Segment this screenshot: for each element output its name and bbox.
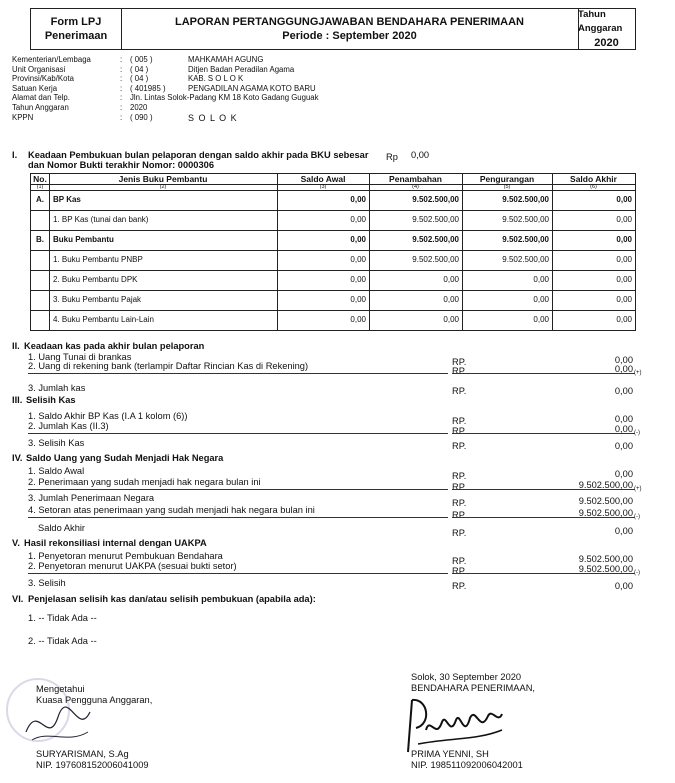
table-row-tambah: 9.502.500,00	[412, 255, 459, 264]
info-colon: :	[120, 112, 123, 122]
table-row-awal: 0,00	[350, 295, 366, 304]
s2-item-text: 2. Uang di rekening bank (terlampir Daftar Rincian Kas di Rekening)	[28, 361, 309, 371]
s5-item-amount: 9.502.500,00	[578, 564, 633, 574]
sig-left-line2: Kuasa Pengguna Anggaran,	[36, 695, 153, 705]
s4-item-text: 1. Saldo Awal	[28, 466, 85, 476]
s5-item-text: 2. Penyetoran menurut UAKPA (sesuai bukti setor)	[28, 561, 237, 571]
s5-item-amount: 9.502.500,00	[578, 554, 633, 564]
info-colon: :	[120, 93, 123, 103]
table-row-kurang: 0,00	[533, 275, 549, 284]
s4-item-sign: (+)	[634, 486, 642, 492]
info-label: Kementerian/Lembaga	[12, 55, 91, 64]
table-row-awal: 0,00	[350, 315, 366, 324]
table-header-cell: Saldo Akhir	[570, 174, 617, 184]
report-period: Periode : September 2020	[282, 30, 417, 42]
info-code: ( 090 )	[130, 112, 153, 122]
table-row-akhir: 0,00	[616, 195, 632, 204]
s2-item-rp: RP.	[452, 386, 467, 396]
table-header-cell: Pengurangan	[479, 174, 535, 184]
table-row-kurang: 9.502.500,00	[502, 255, 549, 264]
s3-item-text: 1. Saldo Akhir BP Kas (I.A 1 kolom (6))	[28, 411, 188, 421]
s2-item-amount: 0,00	[614, 364, 633, 374]
s6-item: 1. -- Tidak Ada --	[28, 613, 97, 623]
form-code-line2: Penerimaan	[44, 30, 108, 42]
fiscal-year-label: Tahun Anggaran	[578, 9, 623, 34]
table-row-name: Buku Pembantu	[53, 235, 114, 244]
s6-item: 2. -- Tidak Ada --	[28, 636, 97, 646]
s3-title: Selisih Kas	[26, 395, 76, 405]
table-colnum: (6)	[590, 184, 597, 190]
table-colnum: (4)	[412, 184, 419, 190]
s4-item-rp: RP.	[452, 528, 467, 538]
sig-right-role: BENDAHARA PENERIMAAN,	[411, 683, 535, 693]
s3-item-rp: RP.	[452, 441, 467, 451]
info-label: Tahun Anggaran	[12, 103, 69, 112]
table-row-akhir: 0,00	[616, 315, 632, 324]
table-row-tambah: 0,00	[443, 295, 459, 304]
table-row-awal: 0,00	[350, 275, 366, 284]
table-colnum: (5)	[503, 184, 511, 190]
s3-item-amount: 0,00	[614, 441, 633, 451]
table-colnum: (2)	[159, 184, 167, 190]
s4-item-amount: 9.502.500,00	[578, 496, 633, 506]
s2-item-amount: 0,00	[614, 386, 633, 396]
table-row-awal: 0,00	[350, 195, 366, 204]
info-code: ( 04 )	[130, 64, 149, 74]
info-value: KAB. S O L O K	[188, 74, 244, 84]
table-row-kurang: 9.502.500,00	[502, 195, 549, 204]
s4-item-rp: RP.	[452, 498, 467, 508]
table-row-awal: 0,00	[350, 255, 366, 264]
info-code: ( 005 )	[130, 55, 153, 64]
table-row-akhir: 0,00	[616, 275, 632, 284]
s4-item-text: 4. Setoran atas penerimaan yang sudah menjadi hak negara bulan ini	[28, 505, 315, 515]
table-row-awal: 0,00	[350, 215, 366, 224]
section1-rp: Rp	[386, 152, 398, 162]
info-code: ( 401985 )	[130, 83, 166, 93]
s5-item-rp: RP.	[452, 581, 467, 591]
table-row-tambah: 0,00	[443, 315, 459, 324]
info-label: Provinsi/Kab/Kota	[12, 74, 74, 84]
table-header-cell: Penambahan	[389, 174, 442, 184]
table-row-tambah: 9.502.500,00	[412, 215, 459, 224]
info-value: PENGADILAN AGAMA KOTO BARU	[188, 83, 316, 93]
s2-item-amount: 0,00	[614, 355, 633, 365]
s4-title: Saldo Uang yang Sudah Menjadi Hak Negara	[26, 453, 224, 463]
s5-item-rp: RP.	[452, 556, 467, 566]
table-row-kurang: 9.502.500,00	[502, 235, 549, 244]
info-code: ( 04 )	[130, 74, 149, 84]
s5-title: Hasil rekonsiliasi internal dengan UAKPA	[24, 538, 207, 548]
table-row-akhir: 0,00	[616, 255, 632, 264]
info-label: Unit Organisasi	[12, 64, 66, 74]
info-value: Jln. Lintas Solok-Padang KM 18 Koto Gadang Guguak	[130, 93, 319, 103]
table-row-kurang: 0,00	[533, 295, 549, 304]
table-row-name: 3. Buku Pembantu Pajak	[53, 295, 142, 304]
s2-title: Keadaan kas pada akhir bulan pelaporan	[24, 341, 205, 351]
s4-item-rp: RP.	[452, 471, 467, 481]
s3-num: III.	[12, 395, 23, 405]
s3-item-rp: RP.	[452, 426, 467, 436]
sig-left-name: SURYARISMAN, S.Ag	[36, 749, 129, 759]
s5-item-sign: (-)	[634, 570, 640, 576]
info-value: S O L O K	[188, 112, 238, 123]
info-value: Ditjen Badan Peradilan Agama	[188, 64, 295, 74]
sig-left-nip: NIP. 197608152006041009	[36, 760, 149, 770]
info-colon: :	[120, 64, 123, 74]
sig-right-name: PRIMA YENNI, SH	[411, 749, 489, 759]
table-row-no: A.	[36, 195, 44, 204]
signature-left-image	[18, 692, 98, 752]
section1-amount: 0,00	[411, 150, 430, 160]
table-row-name: 1. Buku Pembantu PNBP	[53, 255, 143, 264]
table-row-tambah: 9.502.500,00	[412, 195, 459, 204]
s4-item-amount: 0,00	[614, 526, 633, 536]
s2-item-sign: (+)	[634, 370, 642, 376]
info-colon: :	[120, 74, 123, 84]
table-row-kurang: 9.502.500,00	[502, 215, 549, 224]
s6-num: VI.	[12, 594, 24, 604]
s3-item-amount: 0,00	[614, 424, 633, 434]
s2-num: II.	[12, 341, 20, 351]
section1-title-line2: dan Nomor Bukti terakhir Nomor: 0000306	[28, 160, 214, 170]
s5-item-amount: 0,00	[614, 581, 633, 591]
s4-item-amount: 9.502.500,00	[578, 480, 633, 490]
form-code-line1: Form LPJ	[50, 16, 102, 28]
info-value: 2020	[130, 103, 148, 112]
info-colon: :	[120, 55, 123, 64]
info-colon: :	[120, 83, 123, 93]
table-header-cell: Jenis Buku Pembantu	[118, 174, 208, 184]
s4-item-amount: 0,00	[614, 469, 633, 479]
info-label: Alamat dan Telp.	[12, 93, 70, 103]
table-row-akhir: 0,00	[616, 215, 632, 224]
fiscal-year-value: 2020	[594, 37, 619, 49]
info-value: MAHKAMAH AGUNG	[188, 55, 264, 64]
table-header-cell: No.	[33, 174, 47, 184]
s4-item-text: Saldo Akhir	[38, 523, 86, 533]
s3-item-amount: 0,00	[614, 414, 633, 424]
s3-item-rp: RP.	[452, 416, 467, 426]
report-title-line1: LAPORAN PERTANGGUNGJAWABAN BENDAHARA PENERIMAAN	[175, 16, 524, 28]
s5-item-text: 1. Penyetoran menurut Pembukuan Bendahara	[28, 551, 223, 561]
sig-left-line1: Mengetahui	[36, 684, 85, 694]
table-row-akhir: 0,00	[616, 295, 632, 304]
s4-item-rp: RP.	[452, 510, 467, 520]
info-label: KPPN	[12, 112, 34, 122]
s3-item-text: 3. Selisih Kas	[28, 438, 85, 448]
s5-num: V.	[12, 538, 20, 548]
info-label: Satuan Kerja	[12, 83, 58, 93]
table-colnum: (3)	[319, 184, 327, 190]
s3-item-sign: (-)	[634, 430, 640, 436]
table-colnum: (1)	[36, 184, 44, 190]
sig-right-nip: NIP. 198511092006042001	[411, 760, 523, 770]
s4-item-rp: RP.	[452, 482, 467, 492]
section1-num: I.	[12, 150, 18, 160]
table-row-name: 2. Buku Pembantu DPK	[53, 275, 138, 284]
s5-item-rp: RP.	[452, 566, 467, 576]
s4-item-amount: 9.502.500,00	[578, 508, 633, 518]
table-row-kurang: 0,00	[533, 315, 549, 324]
table-row-no: B.	[36, 235, 44, 244]
s2-item-text: 1. Uang Tunai di brankas	[28, 352, 132, 362]
table-row-name: 4. Buku Pembantu Lain-Lain	[53, 315, 154, 324]
section1-title-line1: Keadaan Pembukuan bulan pelaporan dengan saldo akhir pada BKU sebesar	[28, 150, 369, 160]
s2-item-rp: RP.	[452, 357, 467, 367]
s6-title: Penjelasan selisih kas dan/atau selisih pembukuan (apabila ada):	[28, 594, 316, 604]
s4-item-text: 3. Jumlah Penerimaan Negara	[28, 493, 155, 503]
table-row-akhir: 0,00	[616, 235, 632, 244]
s2-item-text: 3. Jumlah kas	[28, 383, 86, 393]
s4-item-text: 2. Penerimaan yang sudah menjadi hak negara bulan ini	[28, 477, 261, 487]
sig-right-place-date: Solok, 30 September 2020	[411, 672, 522, 682]
table-row-name: 1. BP Kas (tunai dan bank)	[53, 215, 149, 224]
s3-item-text: 2. Jumlah Kas (II.3)	[28, 421, 109, 431]
table-row-name: BP Kas	[53, 195, 81, 204]
info-colon: :	[120, 103, 123, 112]
table-row-tambah: 0,00	[443, 275, 459, 284]
s4-item-sign: (-)	[634, 514, 640, 520]
s2-item-rp: RP.	[452, 366, 467, 376]
table-header-cell: Saldo Awal	[300, 174, 346, 184]
s5-item-text: 3. Selisih	[28, 578, 66, 588]
table-row-tambah: 9.502.500,00	[412, 235, 459, 244]
table-row-awal: 0,00	[350, 235, 366, 244]
s4-num: IV.	[12, 453, 23, 463]
